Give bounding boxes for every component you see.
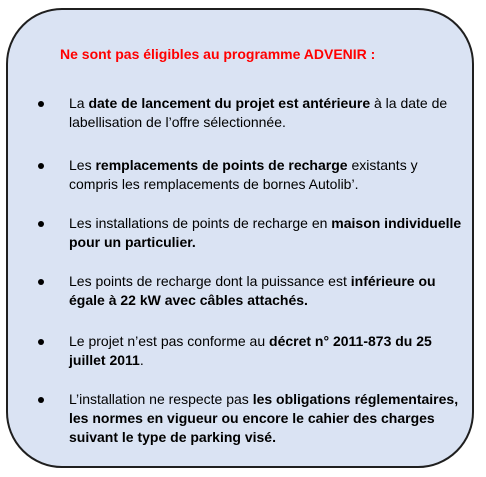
text-part-bold: maison individuelle pour un particulier. xyxy=(69,215,462,250)
list-item xyxy=(38,156,470,194)
bullet-icon xyxy=(38,390,44,409)
list-item-text xyxy=(69,272,470,310)
bullet-icon xyxy=(38,94,44,113)
bullet-icon xyxy=(38,214,44,233)
list-item xyxy=(38,272,470,310)
list-item xyxy=(38,214,470,252)
bullet-icon xyxy=(38,332,44,351)
text-part: Le projet n’est pas conforme au xyxy=(69,333,270,349)
bullet-icon xyxy=(38,272,44,291)
text-part-bold: date de lancement du projet est antérieure xyxy=(88,95,371,111)
list-item-text xyxy=(69,214,470,252)
text-part: Les xyxy=(69,157,96,173)
list-item-text xyxy=(69,94,470,132)
list-item-text xyxy=(69,156,470,194)
text-part-bold: les obligations réglementaires, les normes en vigueur ou encore le cahier des charges suivant le type de parking visé. xyxy=(69,391,459,445)
list-item xyxy=(38,390,470,447)
text-part: L’installation ne respecte pas xyxy=(69,391,253,407)
list-item xyxy=(38,332,470,370)
list-item-text xyxy=(69,332,470,370)
list-item xyxy=(38,94,470,132)
text-part: La xyxy=(69,95,89,111)
text-part-bold: remplacements de points de recharge xyxy=(95,157,348,173)
bullet-icon xyxy=(38,156,44,175)
text-part-bold: inférieure ou égale à 22 kW avec câbles attachés. xyxy=(69,273,436,308)
panel-heading: Ne sont pas éligibles au programme ADVENIR : xyxy=(60,46,376,62)
text-part: à la date de labellisation de l’offre sélectionnée. xyxy=(69,95,448,130)
text-part-bold: décret n° 2011-873 du 25 juillet 2011 xyxy=(69,333,432,368)
eligibility-panel xyxy=(6,8,474,468)
text-part: . xyxy=(139,352,144,368)
text-part: existants y compris les remplacements de bornes Autolib’. xyxy=(69,157,418,192)
list-item-text xyxy=(69,390,470,447)
text-part: Les installations de points de recharge en xyxy=(69,215,332,231)
text-part: Les points de recharge dont la puissance est xyxy=(69,273,351,289)
